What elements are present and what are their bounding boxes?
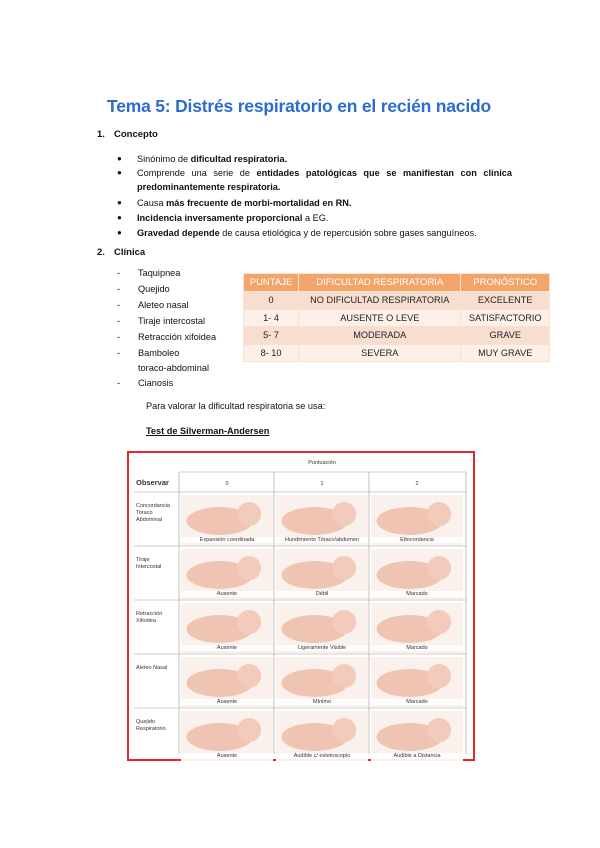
- bullet-dot-icon: ●: [117, 198, 122, 207]
- infant-illustration: [181, 711, 273, 761]
- figure-row-label: Retracción Xifoidea: [136, 611, 163, 624]
- illustration-caption: Audible a Distancia: [371, 753, 463, 759]
- infant-illustration: [181, 495, 273, 545]
- score-table-cell: SATISFACTORIO: [461, 309, 550, 327]
- infant-illustration: [276, 549, 368, 599]
- illustration-caption: Hundimiento Tóraco/abdomen: [276, 537, 368, 543]
- figure-score-header: 0: [225, 481, 229, 487]
- infant-illustration: [371, 657, 463, 707]
- bullet-text: Sinónimo de dificultad respiratoria.: [137, 154, 288, 164]
- score-table-cell: 1- 4: [244, 309, 299, 327]
- figure-header-puntuacion: Puntuación: [308, 460, 336, 466]
- dash-marker: -: [117, 332, 121, 342]
- bullet-dot-icon: ●: [117, 228, 122, 237]
- infant-illustration: [371, 711, 463, 761]
- clinica-item-text: Taquipnea: [138, 268, 181, 278]
- bullet-text: Comprende una serie de entidades patológicas que se manifiestan con clínica predominantemente respiratoria.: [137, 168, 512, 192]
- bullet-dot-icon: ●: [117, 154, 122, 163]
- score-table-cell: NO DIFICULTAD RESPIRATORIA: [299, 292, 461, 310]
- valorar-text: Para valorar la dificultad respiratoria se usa:: [146, 401, 326, 411]
- score-table-row: [244, 292, 550, 310]
- dash-marker: -: [117, 378, 121, 388]
- clinica-item-text: Aleteo nasal: [138, 300, 189, 310]
- score-table-header-cell: PRONÓSTICO: [461, 274, 550, 292]
- score-table-header: [244, 274, 550, 292]
- illustration-caption: Marcado: [371, 699, 463, 705]
- section-number: 2.: [97, 247, 105, 258]
- bullet-dot-icon: ●: [117, 168, 122, 177]
- infant-illustration: [371, 603, 463, 653]
- figure-row-label: Tiraje Intercostal: [136, 557, 162, 570]
- clinica-item-text: Bamboleo: [138, 348, 180, 358]
- bullet-text: Incidencia inversamente proporcional a EG.: [137, 213, 329, 223]
- section-label: Clínica: [114, 247, 146, 258]
- infant-illustration: [276, 657, 368, 707]
- infant-illustration: [181, 657, 273, 707]
- figure-row-label: Quejido Respiratorio: [136, 719, 166, 732]
- figure-score-header: 1: [320, 481, 324, 487]
- score-table-cell: MODERADA: [299, 327, 461, 345]
- test-title: Test de Silverman-Andersen: [146, 426, 270, 436]
- illustration-caption: Marcado: [371, 645, 463, 651]
- clinica-item-text: Retracción xifoidea: [138, 332, 217, 342]
- illustration-caption: Ausente: [181, 753, 273, 759]
- score-table-row: [244, 344, 550, 362]
- figure-row-label: Concordancia Toraco Abdominal: [136, 503, 170, 523]
- score-table-header-cell: PUNTAJE: [244, 274, 299, 292]
- section-label: Concepto: [114, 129, 158, 140]
- dash-marker: -: [117, 268, 121, 278]
- bullet-dot-icon: ●: [117, 213, 122, 222]
- dash-marker: -: [117, 300, 121, 310]
- illustration-caption: Audible c/ estetoscopio: [276, 753, 368, 759]
- figure-header-observar: Observar: [136, 478, 169, 487]
- illustration-caption: Ettocordancia: [371, 537, 463, 543]
- illustration-caption: Mínimo: [276, 699, 368, 705]
- concepto-bullet: [117, 196, 512, 210]
- figure-row-label: Aleteo Nasal: [136, 665, 168, 671]
- score-table-cell: AUSENTE O LEVE: [299, 309, 461, 327]
- silverman-grid: [134, 458, 468, 759]
- clinica-item-text: Cianosis: [138, 378, 174, 388]
- score-table-cell: 5- 7: [244, 327, 299, 345]
- section-heading-clinica: [97, 247, 145, 258]
- score-table-cell: GRAVE: [461, 327, 550, 345]
- clinica-item-text: Quejido: [138, 284, 170, 294]
- infant-illustration: [276, 495, 368, 545]
- illustration-caption: Expansión coordinada: [181, 537, 273, 543]
- silverman-andersen-figure: [127, 451, 475, 761]
- clinica-item-text: toraco-abdominal: [138, 363, 209, 373]
- score-table-row: [244, 327, 550, 345]
- illustration-caption: Marcado: [371, 591, 463, 597]
- concepto-bullet: [117, 211, 512, 225]
- figure-score-header: 2: [415, 481, 419, 487]
- bullet-text: Gravedad depende de causa etiológica y de repercusión sobre gases sanguíneos.: [137, 228, 477, 238]
- illustration-caption: Ausente: [181, 699, 273, 705]
- score-table-cell: EXCELENTE: [461, 292, 550, 310]
- score-table-cell: MUY GRAVE: [461, 344, 550, 362]
- illustration-caption: Ausente: [181, 591, 273, 597]
- concepto-bullet: [117, 226, 512, 240]
- infant-illustration: [276, 711, 368, 761]
- section-heading-concepto: [97, 129, 158, 140]
- dash-marker: -: [117, 284, 121, 294]
- score-table-cell: SEVERA: [299, 344, 461, 362]
- illustration-caption: Ligeramente Visible: [276, 645, 368, 651]
- concepto-bullet: [117, 166, 512, 194]
- infant-illustration: [276, 603, 368, 653]
- infant-illustration: [181, 603, 273, 653]
- score-table-header-cell: DIFICULTAD RESPIRATORIA: [299, 274, 461, 292]
- infant-illustration: [371, 495, 463, 545]
- section-number: 1.: [97, 129, 105, 140]
- infant-illustration: [181, 549, 273, 599]
- infant-illustration: [371, 549, 463, 599]
- clinica-item-text: Tiraje intercostal: [138, 316, 206, 326]
- page-title: Tema 5: Distrés respiratorio en el recién nacido: [107, 96, 491, 116]
- concepto-bullet: [117, 152, 512, 166]
- score-table-row: [244, 309, 550, 327]
- score-table-cell: 0: [244, 292, 299, 310]
- score-table-cell: 8- 10: [244, 344, 299, 362]
- score-table: [243, 273, 550, 362]
- illustration-caption: Ausente: [181, 645, 273, 651]
- dash-marker: -: [117, 316, 121, 326]
- illustration-caption: Débil: [276, 591, 368, 597]
- dash-marker: -: [117, 348, 121, 358]
- bullet-text: Causa más frecuente de morbi-mortalidad en RN.: [137, 198, 352, 208]
